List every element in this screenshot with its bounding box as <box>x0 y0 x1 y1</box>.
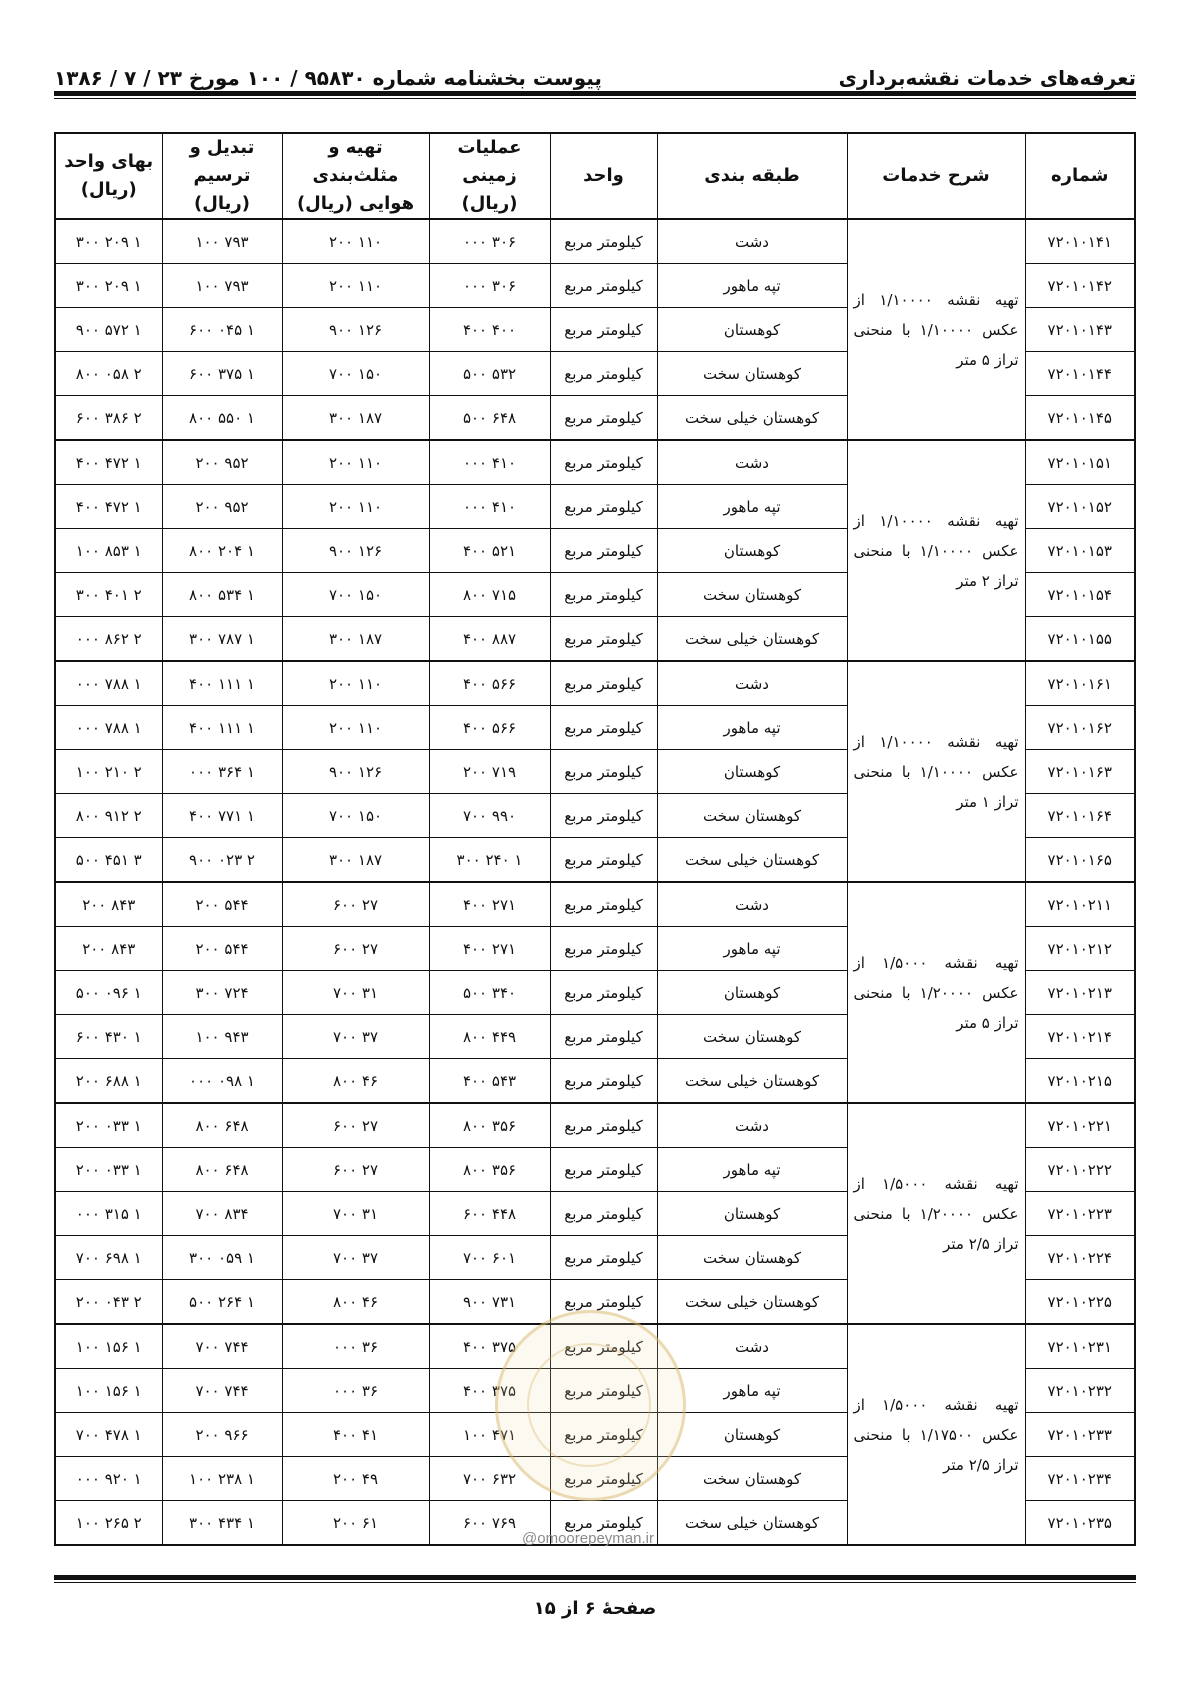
cell-unit: کیلومتر مربع <box>550 661 657 706</box>
cell-draw: ۷۴۴ ۷۰۰ <box>162 1369 282 1413</box>
page-header <box>54 58 1136 90</box>
watermark-text: @omoorepeyman.ir <box>522 1530 654 1547</box>
cell-air: ۲۷ ۶۰۰ <box>282 1103 429 1148</box>
table-row <box>55 219 1135 264</box>
table-header-row <box>55 133 1135 219</box>
cell-draw: ۱ ۳۷۵ ۶۰۰ <box>162 352 282 396</box>
cell-draw: ۹۴۳ ۱۰۰ <box>162 1015 282 1059</box>
cell-code: ۷۲۰۱۰۱۶۴ <box>1025 794 1135 838</box>
cell-air: ۱۸۷ ۳۰۰ <box>282 838 429 883</box>
cell-code: ۷۲۰۱۰۲۳۵ <box>1025 1501 1135 1546</box>
cell-unit: کیلومتر مربع <box>550 927 657 971</box>
cell-desc: تهیه نقشه ۱/۵۰۰۰ از عکس ۱/۲۰۰۰۰ با منحنی تراز ۵ متر <box>847 882 1025 1103</box>
cell-air: ۴۶ ۸۰۰ <box>282 1059 429 1104</box>
cell-unit: کیلومتر مربع <box>550 1192 657 1236</box>
cell-draw: ۱ ۴۳۴ ۳۰۰ <box>162 1501 282 1546</box>
cell-draw: ۱ ۲۰۴ ۸۰۰ <box>162 529 282 573</box>
cell-air: ۱۱۰ ۲۰۰ <box>282 661 429 706</box>
cell-desc: تهیه نقشه ۱/۱۰۰۰۰ از عکس ۱/۱۰۰۰۰ با منحنی تراز ۱ متر <box>847 661 1025 882</box>
cell-air: ۲۷ ۶۰۰ <box>282 1148 429 1192</box>
cell-unit: کیلومتر مربع <box>550 794 657 838</box>
cell-desc: تهیه نقشه ۱/۱۰۰۰۰ از عکس ۱/۱۰۰۰۰ با منحنی تراز ۵ متر <box>847 219 1025 440</box>
cell-ground: ۵۴۳ ۴۰۰ <box>429 1059 550 1104</box>
cell-price: ۱ ۰۹۶ ۵۰۰ <box>55 971 162 1015</box>
cell-draw: ۱ ۲۶۴ ۵۰۰ <box>162 1280 282 1325</box>
cell-price: ۲ ۲۶۵ ۱۰۰ <box>55 1501 162 1546</box>
header-ground: عملیات زمینی (ریال) <box>429 133 550 219</box>
cell-air: ۱۱۰ ۲۰۰ <box>282 264 429 308</box>
cell-ground: ۷۶۹ ۶۰۰ <box>429 1501 550 1546</box>
cell-code: ۷۲۰۱۰۱۴۳ <box>1025 308 1135 352</box>
cell-air: ۶۱ ۲۰۰ <box>282 1501 429 1546</box>
cell-price: ۲ ۹۱۲ ۸۰۰ <box>55 794 162 838</box>
cell-unit: کیلومتر مربع <box>550 1236 657 1280</box>
cell-class: کوهستان <box>657 308 847 352</box>
cell-air: ۱۵۰ ۷۰۰ <box>282 573 429 617</box>
cell-class: دشت <box>657 1103 847 1148</box>
cell-air: ۱۵۰ ۷۰۰ <box>282 794 429 838</box>
cell-price: ۱ ۲۰۹ ۳۰۰ <box>55 264 162 308</box>
cell-unit: کیلومتر مربع <box>550 1324 657 1369</box>
cell-code: ۷۲۰۱۰۲۳۱ <box>1025 1324 1135 1369</box>
cell-ground: ۸۸۷ ۴۰۰ <box>429 617 550 662</box>
cell-air: ۱۱۰ ۲۰۰ <box>282 706 429 750</box>
cell-price: ۲ ۰۵۸ ۸۰۰ <box>55 352 162 396</box>
cell-unit: کیلومتر مربع <box>550 1280 657 1325</box>
header-unit: واحد <box>550 133 657 219</box>
cell-class: تپه ماهور <box>657 1369 847 1413</box>
cell-draw: ۱ ۵۵۰ ۸۰۰ <box>162 396 282 441</box>
cell-air: ۳۱ ۷۰۰ <box>282 971 429 1015</box>
cell-ground: ۳۷۵ ۴۰۰ <box>429 1324 550 1369</box>
cell-draw: ۱ ۷۸۷ ۳۰۰ <box>162 617 282 662</box>
cell-ground: ۵۲۱ ۴۰۰ <box>429 529 550 573</box>
cell-ground: ۵۶۶ ۴۰۰ <box>429 661 550 706</box>
table-row <box>55 661 1135 706</box>
cell-class: کوهستان خیلی سخت <box>657 1280 847 1325</box>
cell-air: ۳۷ ۷۰۰ <box>282 1015 429 1059</box>
cell-code: ۷۲۰۱۰۲۲۱ <box>1025 1103 1135 1148</box>
cell-code: ۷۲۰۱۰۱۶۱ <box>1025 661 1135 706</box>
cell-ground: ۵۶۶ ۴۰۰ <box>429 706 550 750</box>
cell-draw: ۱ ۲۳۸ ۱۰۰ <box>162 1457 282 1501</box>
cell-unit: کیلومتر مربع <box>550 1103 657 1148</box>
cell-air: ۱۸۷ ۳۰۰ <box>282 617 429 662</box>
cell-price: ۲ ۳۸۶ ۶۰۰ <box>55 396 162 441</box>
cell-price: ۱ ۷۸۸ ۰۰۰ <box>55 661 162 706</box>
cell-draw: ۶۴۸ ۸۰۰ <box>162 1148 282 1192</box>
cell-unit: کیلومتر مربع <box>550 1501 657 1546</box>
cell-price: ۱ ۶۸۸ ۲۰۰ <box>55 1059 162 1104</box>
cell-class: کوهستان سخت <box>657 794 847 838</box>
cell-class: تپه ماهور <box>657 485 847 529</box>
cell-draw: ۲ ۰۲۳ ۹۰۰ <box>162 838 282 883</box>
cell-draw: ۱ ۰۵۹ ۳۰۰ <box>162 1236 282 1280</box>
cell-unit: کیلومتر مربع <box>550 706 657 750</box>
header-draw: تبدیل و ترسیم (ریال) <box>162 133 282 219</box>
cell-code: ۷۲۰۱۰۱۴۲ <box>1025 264 1135 308</box>
cell-price: ۲ ۰۴۳ ۲۰۰ <box>55 1280 162 1325</box>
cell-code: ۷۲۰۱۰۲۲۳ <box>1025 1192 1135 1236</box>
cell-air: ۴۱ ۴۰۰ <box>282 1413 429 1457</box>
cell-air: ۳۶ ۰۰۰ <box>282 1369 429 1413</box>
cell-class: کوهستان <box>657 1413 847 1457</box>
cell-price: ۱ ۶۹۸ ۷۰۰ <box>55 1236 162 1280</box>
cell-unit: کیلومتر مربع <box>550 1015 657 1059</box>
cell-unit: کیلومتر مربع <box>550 440 657 485</box>
cell-unit: کیلومتر مربع <box>550 1059 657 1104</box>
cell-unit: کیلومتر مربع <box>550 750 657 794</box>
cell-air: ۴۹ ۲۰۰ <box>282 1457 429 1501</box>
cell-code: ۷۲۰۱۰۱۵۲ <box>1025 485 1135 529</box>
cell-price: ۱ ۴۷۲ ۴۰۰ <box>55 485 162 529</box>
cell-ground: ۴۰۰ ۴۰۰ <box>429 308 550 352</box>
cell-class: کوهستان خیلی سخت <box>657 396 847 441</box>
cell-code: ۷۲۰۱۰۱۵۳ <box>1025 529 1135 573</box>
cell-ground: ۹۹۰ ۷۰۰ <box>429 794 550 838</box>
cell-air: ۳۶ ۰۰۰ <box>282 1324 429 1369</box>
cell-ground: ۵۳۲ ۵۰۰ <box>429 352 550 396</box>
cell-price: ۱ ۹۲۰ ۰۰۰ <box>55 1457 162 1501</box>
cell-ground: ۱ ۲۴۰ ۳۰۰ <box>429 838 550 883</box>
cell-price: ۱ ۵۷۲ ۹۰۰ <box>55 308 162 352</box>
cell-desc: تهیه نقشه ۱/۱۰۰۰۰ از عکس ۱/۱۰۰۰۰ با منحنی تراز ۲ متر <box>847 440 1025 661</box>
cell-air: ۲۷ ۶۰۰ <box>282 927 429 971</box>
header-class: طبقه بندی <box>657 133 847 219</box>
cell-class: کوهستان خیلی سخت <box>657 1059 847 1104</box>
cell-unit: کیلومتر مربع <box>550 485 657 529</box>
cell-price: ۱ ۸۵۳ ۱۰۰ <box>55 529 162 573</box>
cell-code: ۷۲۰۱۰۱۶۲ <box>1025 706 1135 750</box>
header-air: تهیه و مثلث‌بندی هوایی (ریال) <box>282 133 429 219</box>
cell-draw: ۹۵۲ ۲۰۰ <box>162 485 282 529</box>
cell-draw: ۱ ۷۷۱ ۴۰۰ <box>162 794 282 838</box>
cell-code: ۷۲۰۱۰۱۴۵ <box>1025 396 1135 441</box>
cell-unit: کیلومتر مربع <box>550 838 657 883</box>
cell-class: تپه ماهور <box>657 264 847 308</box>
cell-price: ۱ ۰۳۳ ۲۰۰ <box>55 1148 162 1192</box>
cell-code: ۷۲۰۱۰۲۲۵ <box>1025 1280 1135 1325</box>
cell-class: دشت <box>657 882 847 927</box>
cell-price: ۸۴۳ ۲۰۰ <box>55 927 162 971</box>
cell-air: ۱۱۰ ۲۰۰ <box>282 485 429 529</box>
cell-draw: ۷۹۳ ۱۰۰ <box>162 219 282 264</box>
cell-code: ۷۲۰۱۰۲۳۴ <box>1025 1457 1135 1501</box>
cell-unit: کیلومتر مربع <box>550 308 657 352</box>
cell-class: کوهستان <box>657 971 847 1015</box>
document-title: تعرفه‌های خدمات نقشه‌برداری <box>838 66 1136 90</box>
cell-ground: ۴۴۸ ۶۰۰ <box>429 1192 550 1236</box>
cell-price: ۱ ۱۵۶ ۱۰۰ <box>55 1369 162 1413</box>
cell-unit: کیلومتر مربع <box>550 573 657 617</box>
cell-unit: کیلومتر مربع <box>550 264 657 308</box>
cell-draw: ۷۹۳ ۱۰۰ <box>162 264 282 308</box>
cell-unit: کیلومتر مربع <box>550 352 657 396</box>
cell-code: ۷۲۰۱۰۲۱۳ <box>1025 971 1135 1015</box>
cell-class: کوهستان سخت <box>657 573 847 617</box>
cell-unit: کیلومتر مربع <box>550 971 657 1015</box>
cell-draw: ۱ ۰۹۸ ۰۰۰ <box>162 1059 282 1104</box>
cell-unit: کیلومتر مربع <box>550 617 657 662</box>
cell-price: ۱ ۷۸۸ ۰۰۰ <box>55 706 162 750</box>
cell-code: ۷۲۰۱۰۱۵۵ <box>1025 617 1135 662</box>
cell-unit: کیلومتر مربع <box>550 529 657 573</box>
cell-class: دشت <box>657 219 847 264</box>
cell-code: ۷۲۰۱۰۱۶۳ <box>1025 750 1135 794</box>
cell-class: کوهستان خیلی سخت <box>657 1501 847 1546</box>
stamp-watermark-inner <box>527 1343 651 1467</box>
cell-air: ۱۲۶ ۹۰۰ <box>282 308 429 352</box>
cell-class: کوهستان سخت <box>657 1457 847 1501</box>
cell-code: ۷۲۰۱۰۲۲۲ <box>1025 1148 1135 1192</box>
cell-ground: ۲۷۱ ۴۰۰ <box>429 882 550 927</box>
cell-draw: ۷۲۴ ۳۰۰ <box>162 971 282 1015</box>
cell-ground: ۷۳۱ ۹۰۰ <box>429 1280 550 1325</box>
cell-price: ۸۴۳ ۲۰۰ <box>55 882 162 927</box>
cell-ground: ۴۱۰ ۰۰۰ <box>429 440 550 485</box>
cell-price: ۲ ۲۱۰ ۱۰۰ <box>55 750 162 794</box>
cell-ground: ۳۰۶ ۰۰۰ <box>429 264 550 308</box>
cell-class: دشت <box>657 440 847 485</box>
cell-ground: ۷۱۹ ۲۰۰ <box>429 750 550 794</box>
cell-air: ۱۸۷ ۳۰۰ <box>282 396 429 441</box>
cell-unit: کیلومتر مربع <box>550 1457 657 1501</box>
cell-price: ۱ ۱۵۶ ۱۰۰ <box>55 1324 162 1369</box>
table-row <box>55 440 1135 485</box>
cell-class: کوهستان خیلی سخت <box>657 617 847 662</box>
cell-class: دشت <box>657 1324 847 1369</box>
cell-code: ۷۲۰۱۰۲۱۲ <box>1025 927 1135 971</box>
cell-class: تپه ماهور <box>657 927 847 971</box>
footer-rule-thick <box>54 1575 1136 1580</box>
cell-ground: ۳۵۶ ۸۰۰ <box>429 1103 550 1148</box>
cell-class: کوهستان <box>657 750 847 794</box>
cell-draw: ۹۶۶ ۲۰۰ <box>162 1413 282 1457</box>
cell-class: کوهستان <box>657 529 847 573</box>
cell-draw: ۸۳۴ ۷۰۰ <box>162 1192 282 1236</box>
cell-code: ۷۲۰۱۰۲۱۱ <box>1025 882 1135 927</box>
header-code: شماره <box>1025 133 1135 219</box>
cell-air: ۱۱۰ ۲۰۰ <box>282 219 429 264</box>
cell-class: کوهستان خیلی سخت <box>657 838 847 883</box>
cell-draw: ۱ ۰۴۵ ۶۰۰ <box>162 308 282 352</box>
cell-air: ۲۷ ۶۰۰ <box>282 882 429 927</box>
cell-air: ۳۱ ۷۰۰ <box>282 1192 429 1236</box>
cell-class: کوهستان <box>657 1192 847 1236</box>
cell-class: کوهستان سخت <box>657 352 847 396</box>
cell-code: ۷۲۰۱۰۱۵۴ <box>1025 573 1135 617</box>
cell-code: ۷۲۰۱۰۲۳۲ <box>1025 1369 1135 1413</box>
cell-draw: ۱ ۳۶۴ ۰۰۰ <box>162 750 282 794</box>
cell-price: ۱ ۴۳۰ ۶۰۰ <box>55 1015 162 1059</box>
cell-ground: ۶۰۱ ۷۰۰ <box>429 1236 550 1280</box>
header-price: بهای واحد (ریال) <box>55 133 162 219</box>
cell-ground: ۴۴۹ ۸۰۰ <box>429 1015 550 1059</box>
cell-class: کوهستان سخت <box>657 1015 847 1059</box>
cell-price: ۱ ۴۷۸ ۷۰۰ <box>55 1413 162 1457</box>
cell-code: ۷۲۰۱۰۲۱۵ <box>1025 1059 1135 1104</box>
cell-draw: ۷۴۴ ۷۰۰ <box>162 1324 282 1369</box>
cell-desc: تهیه نقشه ۱/۵۰۰۰ از عکس ۱/۲۰۰۰۰ با منحنی تراز ۲/۵ متر <box>847 1103 1025 1324</box>
cell-unit: کیلومتر مربع <box>550 396 657 441</box>
cell-draw: ۵۴۴ ۲۰۰ <box>162 882 282 927</box>
cell-draw: ۱ ۵۳۴ ۸۰۰ <box>162 573 282 617</box>
cell-draw: ۱ ۱۱۱ ۴۰۰ <box>162 706 282 750</box>
cell-air: ۳۷ ۷۰۰ <box>282 1236 429 1280</box>
cell-air: ۱۲۶ ۹۰۰ <box>282 529 429 573</box>
cell-ground: ۳۰۶ ۰۰۰ <box>429 219 550 264</box>
cell-class: دشت <box>657 661 847 706</box>
cell-price: ۱ ۲۰۹ ۳۰۰ <box>55 219 162 264</box>
cell-air: ۴۶ ۸۰۰ <box>282 1280 429 1325</box>
cell-ground: ۲۷۱ ۴۰۰ <box>429 927 550 971</box>
cell-ground: ۳۴۰ ۵۰۰ <box>429 971 550 1015</box>
cell-draw: ۶۴۸ ۸۰۰ <box>162 1103 282 1148</box>
cell-class: کوهستان سخت <box>657 1236 847 1280</box>
cell-ground: ۶۳۲ ۷۰۰ <box>429 1457 550 1501</box>
cell-draw: ۱ ۱۱۱ ۴۰۰ <box>162 661 282 706</box>
cell-price: ۲ ۸۶۲ ۰۰۰ <box>55 617 162 662</box>
cell-price: ۱ ۴۷۲ ۴۰۰ <box>55 440 162 485</box>
cell-ground: ۷۱۵ ۸۰۰ <box>429 573 550 617</box>
circular-reference: پیوست بخشنامه شماره ۹۵۸۳۰ / ۱۰۰ مورخ ۲۳ / ۷ / ۱۳۸۶ <box>54 66 602 90</box>
cell-code: ۷۲۰۱۰۱۵۱ <box>1025 440 1135 485</box>
cell-class: تپه ماهور <box>657 1148 847 1192</box>
header-rule-thin <box>54 98 1136 99</box>
header-desc: شرح خدمات <box>847 133 1025 219</box>
cell-class: تپه ماهور <box>657 706 847 750</box>
cell-price: ۲ ۴۰۱ ۳۰۰ <box>55 573 162 617</box>
cell-ground: ۴۷۱ ۱۰۰ <box>429 1413 550 1457</box>
cell-unit: کیلومتر مربع <box>550 1148 657 1192</box>
cell-code: ۷۲۰۱۰۲۲۴ <box>1025 1236 1135 1280</box>
cell-ground: ۶۴۸ ۵۰۰ <box>429 396 550 441</box>
cell-ground: ۴۱۰ ۰۰۰ <box>429 485 550 529</box>
cell-air: ۱۲۶ ۹۰۰ <box>282 750 429 794</box>
cell-desc: تهیه نقشه ۱/۵۰۰۰ از عکس ۱/۱۷۵۰۰ با منحنی تراز ۲/۵ متر <box>847 1324 1025 1545</box>
cell-draw: ۵۴۴ ۲۰۰ <box>162 927 282 971</box>
page-number: صفحهٔ ۶ از ۱۵ <box>533 1598 657 1619</box>
cell-ground: ۳۷۵ ۴۰۰ <box>429 1369 550 1413</box>
cell-unit: کیلومتر مربع <box>550 1413 657 1457</box>
cell-code: ۷۲۰۱۰۲۳۳ <box>1025 1413 1135 1457</box>
cell-ground: ۳۵۶ ۸۰۰ <box>429 1148 550 1192</box>
header-rule-thick <box>54 91 1136 96</box>
cell-price: ۱ ۰۳۳ ۲۰۰ <box>55 1103 162 1148</box>
cell-draw: ۹۵۲ ۲۰۰ <box>162 440 282 485</box>
table-row <box>55 882 1135 927</box>
cell-code: ۷۲۰۱۰۱۴۴ <box>1025 352 1135 396</box>
footer-rule-thin <box>54 1582 1136 1583</box>
cell-unit: کیلومتر مربع <box>550 1369 657 1413</box>
cell-price: ۱ ۳۱۵ ۰۰۰ <box>55 1192 162 1236</box>
cell-unit: کیلومتر مربع <box>550 882 657 927</box>
cell-unit: کیلومتر مربع <box>550 219 657 264</box>
cell-price: ۳ ۴۵۱ ۵۰۰ <box>55 838 162 883</box>
cell-code: ۷۲۰۱۰۲۱۴ <box>1025 1015 1135 1059</box>
cell-code: ۷۲۰۱۰۱۴۱ <box>1025 219 1135 264</box>
cell-air: ۱۱۰ ۲۰۰ <box>282 440 429 485</box>
cell-code: ۷۲۰۱۰۱۶۵ <box>1025 838 1135 883</box>
table-row <box>55 1103 1135 1148</box>
cell-air: ۱۵۰ ۷۰۰ <box>282 352 429 396</box>
